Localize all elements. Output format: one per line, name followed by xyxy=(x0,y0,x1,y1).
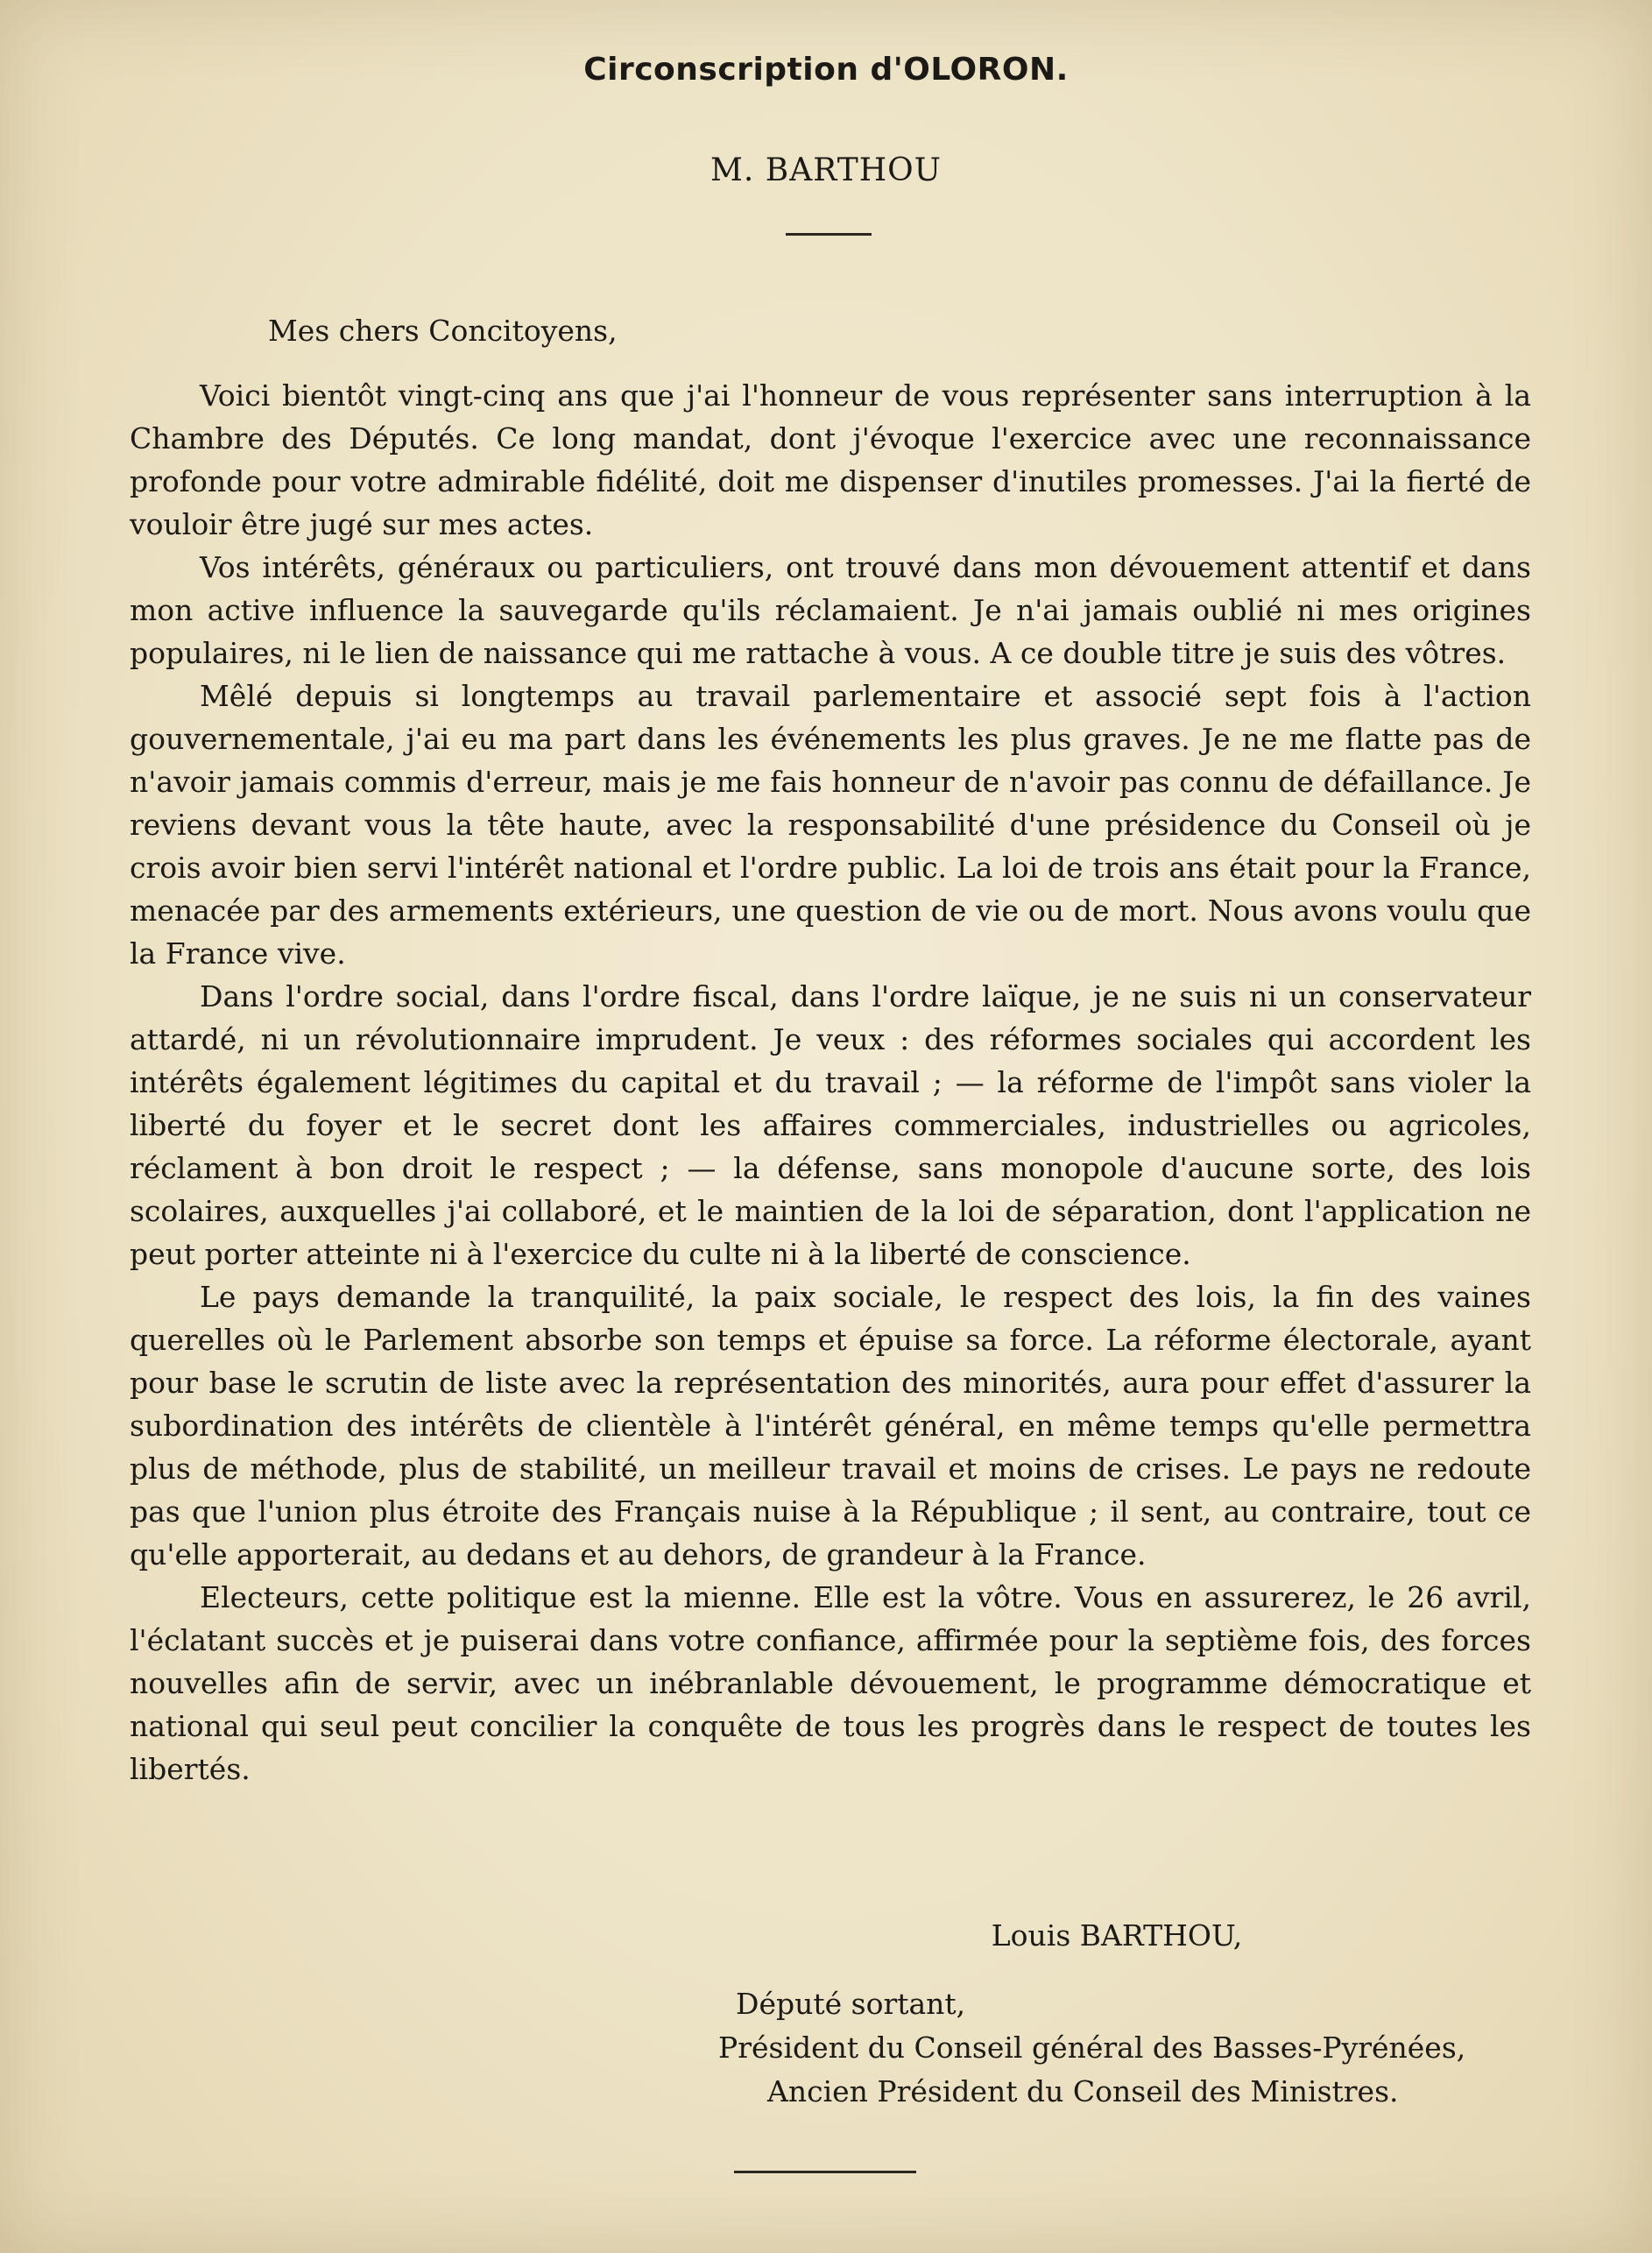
paragraph-3: Mêlé depuis si longtemps au travail parlementaire et associé sept fois à l'action gouvernementale, j'ai eu ma part dans les événements les plus graves. Je ne me flatte pas de n'avoir jamais commis d'erreur, mais je me fais honneur de n'avoir pas connu de défaillance. Je reviens devant vous la tête haute, avec la responsabilité d'une présidence du Conseil où je crois avoir bien servi l'intérêt national et l'ordre public. La loi de trois ans était pour la France, menacée par des armements extérieurs, une question de vie ou de mort. Nous avons voulu que la France vive. xyxy=(130,679,1531,971)
signatory-title-2: Président du Conseil général des Basses-Pyrénées, xyxy=(718,2031,1466,2065)
paragraph-1: Voici bientôt vingt-cinq ans que j'ai l'honneur de vous représenter sans interruption à la Chambre des Députés. Ce long mandat, dont j'évoque l'exercice avec une reconnaissance profonde pour votre admirable fidélité, doit me dispenser d'inutiles promesses. J'ai la fierté de vouloir être jugé sur mes actes. xyxy=(130,378,1531,541)
header-divider xyxy=(786,233,872,236)
signatory-name: Louis BARTHOU, xyxy=(991,1918,1243,1953)
document-header xyxy=(0,44,1652,193)
paragraph-2: Vos intérêts, généraux ou particuliers, ont trouvé dans mon dévouement attentif et dans mon active influence la sauvegarde qu'ils réclamaient. Je n'ai jamais oublié ni mes origines populaires, ni le lien de naissance qui me rattache à vous. A ce double titre je suis des vôtres. xyxy=(130,550,1531,670)
salutation: Mes chers Concitoyens, xyxy=(268,314,618,348)
paragraph-6: Electeurs, cette politique est la mienne. Elle est la vôtre. Vous en assurerez, le 26 avril, l'éclatant succès et je puiserai dans votre confiance, affirmée pour la septième fois, des forces nouvelles afin de servir, avec un inébranlable dévouement, le programme démocratique et national qui seul peut concilier la conquête de tous les progrès dans le respect de toutes les libertés. xyxy=(130,1580,1531,1786)
paragraph-5: Le pays demande la tranquilité, la paix sociale, le respect des lois, la fin des vaines querelles où le Parlement absorbe son temps et épuise sa force. La réforme électorale, ayant pour base le scrutin de liste avec la représentation des minorités, aura pour effet d'assurer la subordination des intérêts de clientèle à l'intérêt général, en même temps qu'elle permettra plus de méthode, plus de stabilité, un meilleur travail et moins de crises. Le pays ne redoute pas que l'union plus étroite des Français nuise à la République ; il sent, au contraire, tout ce qu'elle apporterait, au dedans et au dehors, de grandeur à la France. xyxy=(130,1280,1531,1571)
footer-divider xyxy=(734,2171,916,2173)
paragraph-4: Dans l'ordre social, dans l'ordre fiscal, dans l'ordre laïque, je ne suis ni un conservateur attardé, ni un révolutionnaire imprudent. Je veux : des réformes sociales qui accordent les intérêts également légitimes du capital et du travail ; — la réforme de l'impôt sans violer la liberté du foyer et le secret dont les affaires commerciales, industrielles ou agricoles, réclament à bon droit le respect ; — la défense, sans monopole d'aucune sorte, des lois scolaires, auxquelles j'ai collaboré, et le maintien de la loi de séparation, dont l'application ne peut porter atteinte ni à l'exercice du culte ni à la liberté de conscience. xyxy=(130,979,1531,1271)
candidate-name: M. BARTHOU xyxy=(710,152,942,188)
constituency-title: Circonscription d'OLORON. xyxy=(583,52,1069,88)
letter-body xyxy=(130,309,1531,1790)
signatory-title-3: Ancien Président du Conseil des Ministres. xyxy=(767,2074,1399,2108)
signature-block xyxy=(613,1914,1620,2114)
signatory-title-1: Député sortant, xyxy=(736,1987,966,2021)
